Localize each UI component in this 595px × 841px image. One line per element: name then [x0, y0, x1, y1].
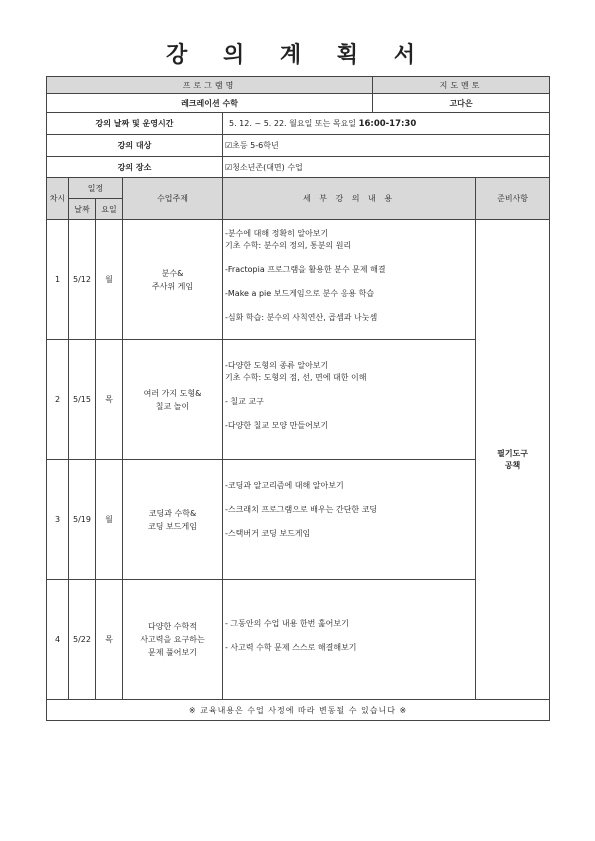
session-date: 5/15 — [69, 340, 96, 460]
schedule-value — [223, 113, 550, 135]
schedule-dates: 5. 12. ~ 5. 22. 월요일 또는 목요일 — [229, 119, 357, 128]
session-day: 월 — [96, 220, 123, 340]
program-name-header: 프로그램명 — [47, 77, 373, 94]
detail-line: 기초 수학: 도형의 점, 선, 면에 대한 이해 — [225, 373, 367, 382]
schedule-label: 강의 날짜 및 운영시간 — [47, 113, 223, 135]
session-day: 목 — [96, 580, 123, 700]
session-number: 4 — [47, 580, 69, 700]
session-details — [223, 580, 476, 700]
session-number: 1 — [47, 220, 69, 340]
topic-line: 주사위 게임 — [151, 281, 194, 291]
topic-column-header: 수업주제 — [123, 178, 223, 220]
session-details — [223, 220, 476, 340]
place-value: ☑청소년존(대면) 수업 — [223, 157, 550, 178]
schedule-time: 16:00-17:30 — [358, 119, 417, 129]
topic-line: 문제 풀어보기 — [148, 648, 197, 657]
mentor-header: 지도멘토 — [373, 77, 550, 94]
topic-line: 사고력을 요구하는 — [140, 635, 205, 644]
detail-line: -스택버거 코딩 보드게임 — [225, 529, 311, 538]
day-column-header: 요일 — [96, 199, 123, 220]
target-label: 강의 대상 — [47, 135, 223, 157]
topic-line: 칠교 놀이 — [155, 401, 190, 411]
target-value: ☑초등 5-6학년 — [223, 135, 550, 157]
topic-line: 다양한 수학적 — [148, 622, 197, 631]
session-day: 월 — [96, 460, 123, 580]
detail-line: -다양한 도형의 종류 알아보기 — [225, 361, 329, 370]
topic-line: 코딩과 수학& — [148, 508, 197, 518]
mentor-name-value: 고다은 — [373, 94, 550, 113]
session-number: 2 — [47, 340, 69, 460]
session-date: 5/19 — [69, 460, 96, 580]
detail-line: 기초 수학: 분수의 정의, 통분의 원리 — [225, 241, 352, 250]
detail-line: -스크래치 프로그램으로 배우는 간단한 코딩 — [225, 505, 378, 514]
detail-line: - 그동안의 수업 내용 한번 훑어보기 — [225, 619, 349, 628]
topic-line: 여러 가지 도형& — [143, 388, 202, 398]
session-date: 5/22 — [69, 580, 96, 700]
prep-column-header: 준비사항 — [476, 178, 550, 220]
session-details — [223, 340, 476, 460]
session-topic — [123, 580, 223, 700]
detail-line: -Fractopia 프로그램을 활용한 분수 문제 해결 — [225, 265, 386, 274]
detail-line: - 칠교 교구 — [225, 397, 264, 406]
detail-line: -분수에 대해 정확히 알아보기 — [225, 229, 329, 238]
prep-items — [476, 220, 550, 700]
place-label: 강의 장소 — [47, 157, 223, 178]
detail-line: - 사고력 수학 문제 스스로 해결해보기 — [225, 643, 357, 652]
session-topic — [123, 460, 223, 580]
program-name-value: 레크레이션 수학 — [47, 94, 373, 113]
session-column-header: 차시 — [47, 178, 69, 220]
session-number: 3 — [47, 460, 69, 580]
table-row — [47, 220, 550, 340]
session-details — [223, 460, 476, 580]
prep-item: 필기도구 — [497, 448, 529, 458]
document-title: 강 의 계 획 서 — [166, 43, 429, 68]
lesson-plan-table — [46, 76, 550, 721]
footer-note: ※ 교육내용은 수업 사정에 따라 변동될 수 있습니다 ※ — [47, 700, 550, 721]
date-column-header: 날짜 — [69, 199, 96, 220]
detail-line: -다양한 칠교 모양 만들어보기 — [225, 421, 329, 430]
session-topic — [123, 220, 223, 340]
details-column-header: 세 부 강 의 내 용 — [223, 178, 476, 220]
detail-line: -심화 학습: 분수의 사칙연산, 곱셈과 나눗셈 — [225, 313, 378, 322]
topic-line: 코딩 보드게임 — [148, 521, 197, 531]
schedule-column-header: 일정 — [69, 178, 123, 199]
session-topic — [123, 340, 223, 460]
table-row — [47, 580, 550, 700]
table-row — [47, 340, 550, 460]
prep-item: 공책 — [504, 460, 521, 470]
detail-line: -Make a pie 보드게임으로 분수 응용 학습 — [225, 289, 375, 298]
topic-line: 분수& — [161, 268, 184, 278]
session-day: 목 — [96, 340, 123, 460]
detail-line: -코딩과 알고리즘에 대해 알아보기 — [225, 481, 344, 490]
table-row — [47, 460, 550, 580]
session-date: 5/12 — [69, 220, 96, 340]
